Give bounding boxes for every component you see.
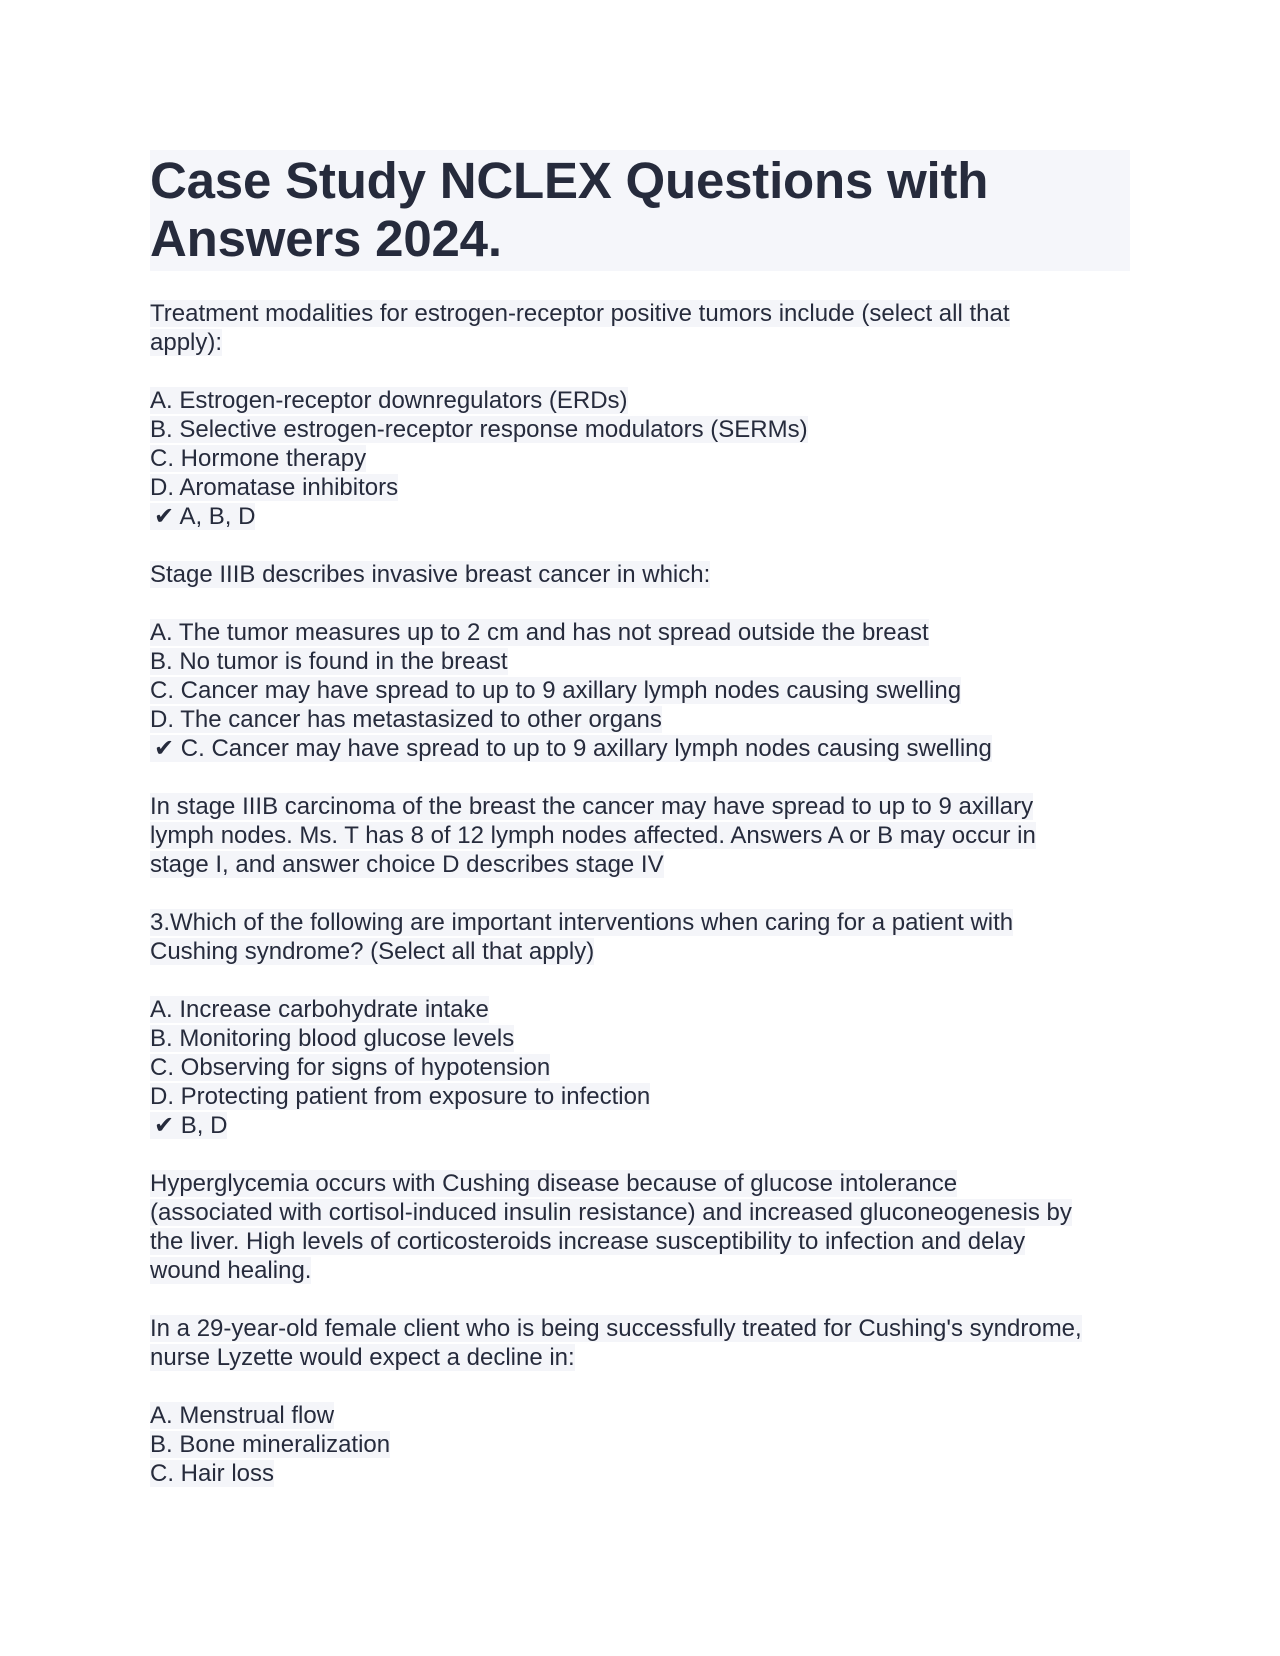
rationale-line: lymph nodes. Ms. T has 8 of 12 lymph nodes affected. Answers A or B may occur in (150, 822, 1036, 849)
rationale-line: Hyperglycemia occurs with Cushing disease because of glucose intolerance (150, 1170, 958, 1197)
rationale-line: the liver. High levels of corticosteroids increase susceptibility to infection and delay (150, 1228, 1026, 1255)
question-stem-line: Treatment modalities for estrogen-receptor positive tumors include (select all that (150, 300, 1010, 327)
option-c: C. Cancer may have spread to up to 9 axillary lymph nodes causing swelling (150, 677, 962, 704)
question-stem-line: 3.Which of the following are important interventions when caring for a patient with (150, 909, 1014, 936)
option-c: C. Hormone therapy (150, 445, 367, 472)
option-d: D. Protecting patient from exposure to infection (150, 1083, 651, 1110)
option-b: B. Selective estrogen-receptor response modulators (SERMs) (150, 416, 808, 443)
document-page (150, 150, 1130, 1517)
option-b: B. No tumor is found in the breast (150, 648, 508, 675)
option-c: C. Hair loss (150, 1460, 275, 1487)
option-b: B. Bone mineralization (150, 1431, 391, 1458)
option-a: A. Increase carbohydrate intake (150, 996, 489, 1023)
question-stem-line: In a 29-year-old female client who is being successfully treated for Cushing's syndrome, (150, 1315, 1082, 1342)
question-1-stem (150, 299, 1130, 357)
question-4-options (150, 1401, 1130, 1488)
option-c: C. Observing for signs of hypotension (150, 1054, 551, 1081)
question-stem-line: Cushing syndrome? (Select all that apply) (150, 938, 595, 965)
question-3-options (150, 995, 1130, 1140)
option-d: D. The cancer has metastasized to other organs (150, 706, 662, 733)
page-title: Case Study NCLEX Questions with Answers 2024. (150, 152, 989, 267)
option-d: D. Aromatase inhibitors (150, 474, 399, 501)
question-3-stem (150, 908, 1130, 966)
question-2-stem (150, 560, 1130, 589)
question-3-rationale (150, 1169, 1130, 1285)
question-stem-line: nurse Lyzette would expect a decline in: (150, 1344, 575, 1371)
question-stem-line: Stage IIIB describes invasive breast cancer in which: (150, 561, 711, 588)
option-b: B. Monitoring blood glucose levels (150, 1025, 515, 1052)
rationale-line: (associated with cortisol-induced insulin resistance) and increased gluconeogenesis by (150, 1199, 1072, 1226)
rationale-line: In stage IIIB carcinoma of the breast the cancer may have spread to up to 9 axillary (150, 793, 1034, 820)
question-2-rationale (150, 792, 1130, 879)
rationale-line: wound healing. (150, 1257, 312, 1284)
option-a: A. The tumor measures up to 2 cm and has not spread outside the breast (150, 619, 929, 646)
question-4-stem (150, 1314, 1130, 1372)
question-stem-line: apply): (150, 329, 223, 356)
option-a: A. Menstrual flow (150, 1402, 335, 1429)
answer-line: ✔ B, D (150, 1112, 227, 1139)
answer-line: ✔ A, B, D (150, 503, 255, 530)
rationale-line: stage I, and answer choice D describes stage IV (150, 851, 664, 878)
question-2-options (150, 618, 1130, 763)
option-a: A. Estrogen-receptor downregulators (ERDs) (150, 387, 628, 414)
title-block (150, 150, 1130, 271)
answer-line: ✔ C. Cancer may have spread to up to 9 axillary lymph nodes causing swelling (150, 735, 992, 762)
question-1-options (150, 386, 1130, 531)
